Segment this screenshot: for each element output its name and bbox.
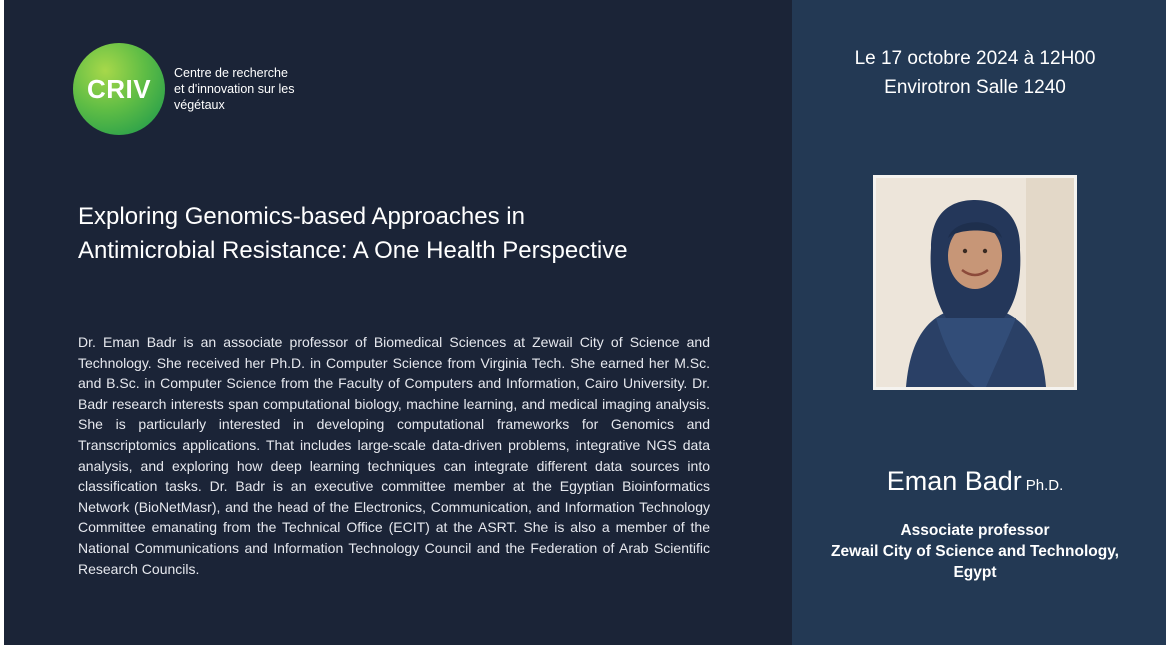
speaker-affiliation-line: Zewail City of Science and Technology, [831,543,1119,560]
speaker-role [788,520,1162,583]
speaker-portrait-illustration [876,178,1074,387]
title-line: Antimicrobial Resistance: A One Health Perspective [78,237,628,264]
speaker-full-name: Eman Badr [886,466,1022,496]
logo-text: CRIV [86,73,152,104]
event-location: Envirotron Salle 1240 [884,77,1066,98]
org-name-line: Centre de recherche [174,66,288,80]
speaker-affiliation-line: Egypt [953,564,997,581]
speaker-bio: Dr. Eman Badr is an associate professor of Biomedical Sciences at Zewail City of Science and Technology. She received her Ph.D. in Computer Science from Virginia Tech. She earned her M.Sc. and B.Sc. in Computer Science from the Faculty of Computers and Information, Cairo University. Dr. Badr research interests span computational biology, machine learning, and medical imaging analysis. She is particularly interested in developing computational frameworks for Genomics and Transcriptomics applications. That includes large-scale data-driven problems, integrative NGS data analysis, and exploring how deep learning techniques can integrate different data sources into classification tasks. Dr. Badr is an executive committee member at the Egyptian Bioinformatics Network (BioNetMasr), and the head of the Electronics, Communication, and Information Technology Committee emanating from the Technical Office (ECIT) at the ASRT. She is also a member of the National Communications and Information Technology Council and the Federation of Arab Scientific Research Councils. [78,334,710,577]
org-name-line: végétaux [174,98,225,112]
speaker-photo [873,175,1077,390]
speaker-name [788,466,1162,497]
speaker-degree: Ph.D. [1025,477,1064,494]
org-name-line: et d'innovation sur les [174,82,295,96]
title-line: Exploring Genomics-based Approaches in [78,203,525,230]
event-date: Le 17 octobre 2024 à 12H00 [854,48,1096,69]
organization-name [174,65,344,113]
criv-logo [73,43,165,135]
talk-title [78,200,758,268]
event-info [788,44,1162,102]
speaker-position: Associate professor [900,522,1050,539]
